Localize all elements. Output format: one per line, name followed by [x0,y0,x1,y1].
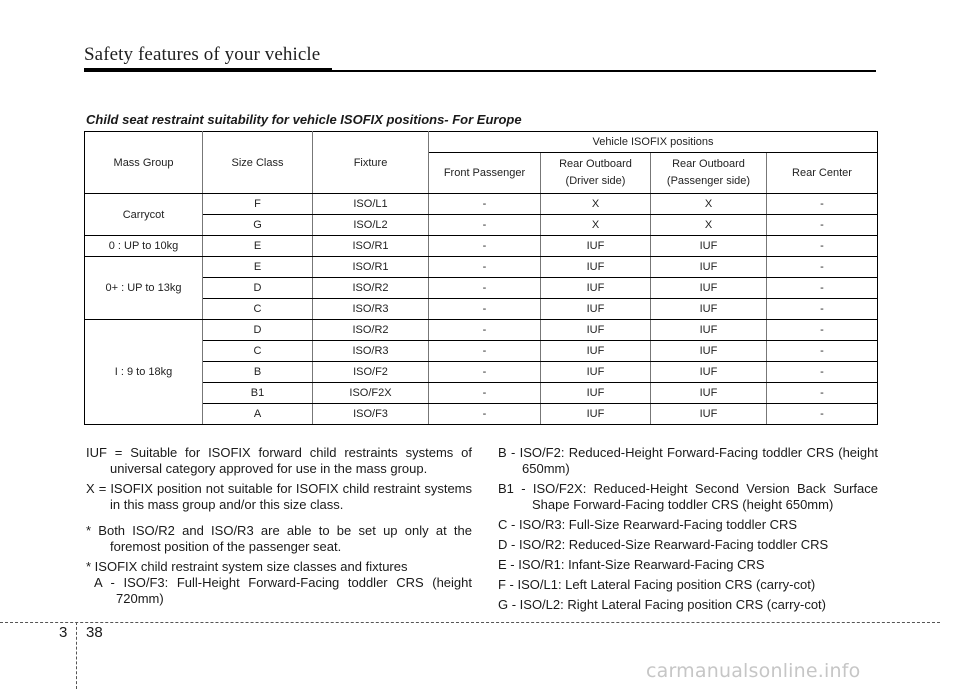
cell-size-class: G [203,215,313,236]
cell-fixture: ISO/F2X [313,383,429,404]
table-row [85,278,878,299]
note-class-e: E - ISO/R1: Infant-Size Rearward-Facing CRS [498,557,765,572]
table-row [85,257,878,278]
header-rear-outboard-driver [541,153,651,194]
note-class-f: F - ISO/L1: Left Lateral Facing position CRS (carry-cot) [498,577,816,592]
header-mass-group: Mass Group [85,132,203,194]
cell-size-class: C [203,341,313,362]
cell-rear-outboard-driver: IUF [541,320,651,341]
cell-front-passenger: - [429,278,541,299]
cell-fixture: ISO/R1 [313,236,429,257]
cell-fixture: ISO/L2 [313,215,429,236]
table-row [85,362,878,383]
table-header-row [85,132,878,153]
header-front-passenger: Front Passenger [429,153,541,194]
cell-rear-outboard-driver: IUF [541,236,651,257]
cell-front-passenger: - [429,320,541,341]
cell-size-class: E [203,257,313,278]
header-rear-outboard-driver-line2: (Driver side) [565,175,626,187]
note-class-b: B - ISO/F2: Reduced-Height Forward-Facing toddler CRS (height 650mm) [498,445,878,476]
cell-mass-group: 0 : UP to 10kg [85,236,203,257]
cell-fixture: ISO/R2 [313,320,429,341]
cell-rear-center: - [767,383,878,404]
cell-rear-center: - [767,257,878,278]
note-class-c: C - ISO/R3: Full-Size Rearward-Facing toddler CRS [498,517,798,532]
note-x-definition: X = ISOFIX position not suitable for ISOFIX child restraint systems in this mass group and/or this size class. [86,481,472,512]
cell-rear-center: - [767,362,878,383]
cell-rear-outboard-passenger: X [651,194,767,215]
header-rear-center: Rear Center [767,153,878,194]
header-fixture: Fixture [313,132,429,194]
cell-rear-center: - [767,194,878,215]
cell-rear-outboard-passenger: X [651,215,767,236]
cell-rear-center: - [767,404,878,425]
cell-rear-center: - [767,278,878,299]
note-class-a: A - ISO/F3: Full-Height Forward-Facing toddler CRS (height 720mm) [94,575,472,606]
cell-fixture: ISO/R2 [313,278,429,299]
cell-rear-outboard-passenger: IUF [651,320,767,341]
cell-rear-outboard-driver: IUF [541,341,651,362]
notes-right-column [498,445,878,617]
header-rule-thin [332,70,876,72]
cell-fixture: ISO/F2 [313,362,429,383]
page-header-title: Safety features of your vehicle [84,44,321,65]
cell-fixture: ISO/F3 [313,404,429,425]
cell-front-passenger: - [429,341,541,362]
table-row [85,215,878,236]
watermark: carmanualsonline.info [646,660,861,682]
note-iuf-definition: IUF = Suitable for ISOFIX forward child restraints systems of universal category approved for use in the mass group. [86,445,472,476]
cell-front-passenger: - [429,257,541,278]
cell-fixture: ISO/R3 [313,341,429,362]
note-class-g: G - ISO/L2: Right Lateral Facing position CRS (carry-cot) [498,597,827,612]
cell-size-class: E [203,236,313,257]
page-number: 38 [86,624,103,641]
cell-rear-outboard-driver: IUF [541,362,651,383]
cell-mass-group: I : 9 to 18kg [85,320,203,425]
note-r2-r3-position: * Both ISO/R2 and ISO/R3 are able to be set up only at the foremost position of the passenger seat. [86,523,472,554]
notes-left-column [86,445,472,611]
cell-rear-outboard-passenger: IUF [651,341,767,362]
cell-rear-outboard-passenger: IUF [651,383,767,404]
cell-rear-outboard-passenger: IUF [651,278,767,299]
cell-mass-group: Carrycot [85,194,203,236]
cell-front-passenger: - [429,404,541,425]
cell-size-class: D [203,278,313,299]
cell-front-passenger: - [429,194,541,215]
cell-rear-outboard-passenger: IUF [651,299,767,320]
cell-rear-outboard-driver: IUF [541,404,651,425]
note-class-b1: B1 - ISO/F2X: Reduced-Height Second Version Back Surface Shape Forward-Facing toddler CRS (height 650mm) [498,481,878,512]
cell-size-class: B1 [203,383,313,404]
cell-mass-group: 0+ : UP to 13kg [85,257,203,320]
cell-rear-center: - [767,320,878,341]
cell-rear-center: - [767,299,878,320]
table-row [85,404,878,425]
header-size-class: Size Class [203,132,313,194]
cell-size-class: C [203,299,313,320]
header-vehicle-isofix-positions: Vehicle ISOFIX positions [429,132,878,153]
cell-rear-outboard-passenger: IUF [651,257,767,278]
cell-rear-outboard-passenger: IUF [651,404,767,425]
header-rule-thick [84,68,332,72]
table-row [85,236,878,257]
section-title: Child seat restraint suitability for vehicle ISOFIX positions- For Europe [86,112,522,127]
cell-rear-outboard-driver: IUF [541,299,651,320]
cell-rear-outboard-driver: IUF [541,278,651,299]
isofix-suitability-table [84,131,878,425]
cell-size-class: A [203,404,313,425]
cell-rear-outboard-driver: IUF [541,257,651,278]
cell-fixture: ISO/R3 [313,299,429,320]
header-rear-outboard-passenger [651,153,767,194]
cell-front-passenger: - [429,236,541,257]
page-chapter-number: 3 [59,624,68,641]
cell-rear-outboard-driver: X [541,194,651,215]
cell-rear-outboard-passenger: IUF [651,362,767,383]
table-row [85,341,878,362]
cell-front-passenger: - [429,299,541,320]
cell-rear-center: - [767,215,878,236]
header-rear-outboard-passenger-line1: Rear Outboard [672,158,745,170]
table-row [85,299,878,320]
note-class-d: D - ISO/R2: Reduced-Size Rearward-Facing toddler CRS [498,537,829,552]
cell-rear-outboard-driver: IUF [541,383,651,404]
note-size-classes-heading: * ISOFIX child restraint system size classes and fixtures [86,559,408,574]
table-row [85,320,878,341]
header-rear-outboard-passenger-line2: (Passenger side) [666,175,751,187]
table-row [85,383,878,404]
cell-fixture: ISO/L1 [313,194,429,215]
cell-size-class: B [203,362,313,383]
cell-rear-outboard-driver: X [541,215,651,236]
footer-vertical-dashed-rule [76,622,77,689]
cell-fixture: ISO/R1 [313,257,429,278]
cell-front-passenger: - [429,362,541,383]
cell-front-passenger: - [429,215,541,236]
cell-size-class: F [203,194,313,215]
cell-front-passenger: - [429,383,541,404]
cell-rear-center: - [767,236,878,257]
cell-size-class: D [203,320,313,341]
table-row [85,194,878,215]
footer-dashed-rule [0,622,940,623]
cell-rear-center: - [767,341,878,362]
header-rear-outboard-driver-line1: Rear Outboard [559,158,632,170]
cell-rear-outboard-passenger: IUF [651,236,767,257]
